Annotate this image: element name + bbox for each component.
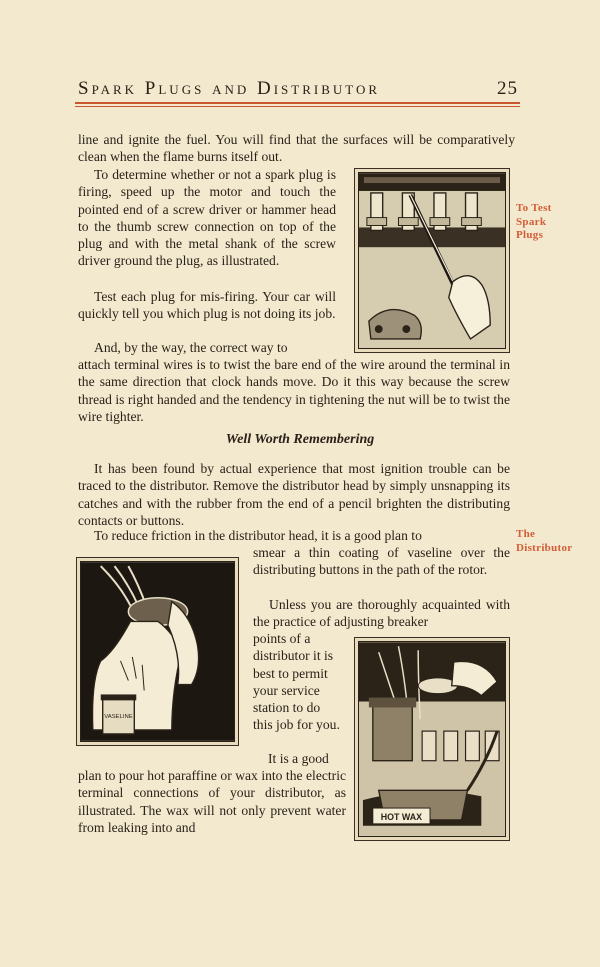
paragraph-distributor: It has been found by actual experience that most ignition trouble can be traced to the distributor. Remove the distributor head by simply unsnapping its catches and with the rubber from the end of a pencil brighten the distributing contacts or buttons. <box>78 461 510 528</box>
paragraph-wax: plan to pour hot paraffine or wax into the electric terminal connections of your distributor, as illustrated. The wax will not only prevent water from leaking into and <box>78 768 346 835</box>
paragraph-friction-start: To reduce friction in the distributor head, it is a good plan to <box>94 528 422 543</box>
margin-note-distributor: The Distributor <box>516 528 573 554</box>
hot-wax-label: HOT WAX <box>380 811 423 822</box>
page-number: 25 <box>497 78 518 99</box>
paragraph-wires-start: And, by the way, the correct way to <box>94 340 288 355</box>
figure-vaseline <box>76 557 239 746</box>
margin-note-test-plugs: To Test Spark Plugs <box>516 202 552 241</box>
vaseline-label: VASELINE <box>104 714 133 721</box>
paragraph-wires: attach terminal wires is to twist the bare end of the wire around the terminal in the same direction that clock hands move. Do it this way because the screw thread is right handed and the tendency in tightening the nut will be to twist the wire tighter. <box>78 357 510 424</box>
header-rule-thin <box>75 106 520 107</box>
paragraph-test-firing: To determine whether or not a spark plug is firing, speed up the motor and touch the pointed end of a screw driver or hammer head to the thumb screw connection on top of the plug and with the metal shank of the screw driver ground the plug, as illustrated. <box>78 167 336 269</box>
hot-wax-illustration <box>359 642 505 836</box>
running-header <box>78 78 518 100</box>
paragraph-continued: line and ignite the fuel. You will find that the surfaces will be comparatively clean when the flame burns itself out. <box>78 132 515 165</box>
section-heading: Well Worth Remembering <box>225 432 375 447</box>
header-rule <box>75 102 520 104</box>
figure-hot-wax <box>354 637 510 841</box>
paragraph-breaker-start: Unless you are thoroughly acquainted with the practice of adjusting breaker <box>253 597 510 630</box>
figure-spark-plug-test <box>354 168 510 353</box>
paragraph-misfiring: Test each plug for mis-firing. Your car will quickly tell you which plug is not doing its job. <box>78 289 336 322</box>
paragraph-breaker: points of a distributor it is best to permit your service station to do this job for you. <box>253 631 340 733</box>
spark-plug-illustration <box>359 173 505 348</box>
chapter-title: Spark Plugs and Distributor <box>78 78 381 99</box>
paragraph-wax-start: It is a good <box>268 751 329 766</box>
paragraph-friction: smear a thin coating of vaseline over the distributing buttons in the path of the rotor. <box>253 545 510 578</box>
vaseline-illustration <box>81 562 234 741</box>
